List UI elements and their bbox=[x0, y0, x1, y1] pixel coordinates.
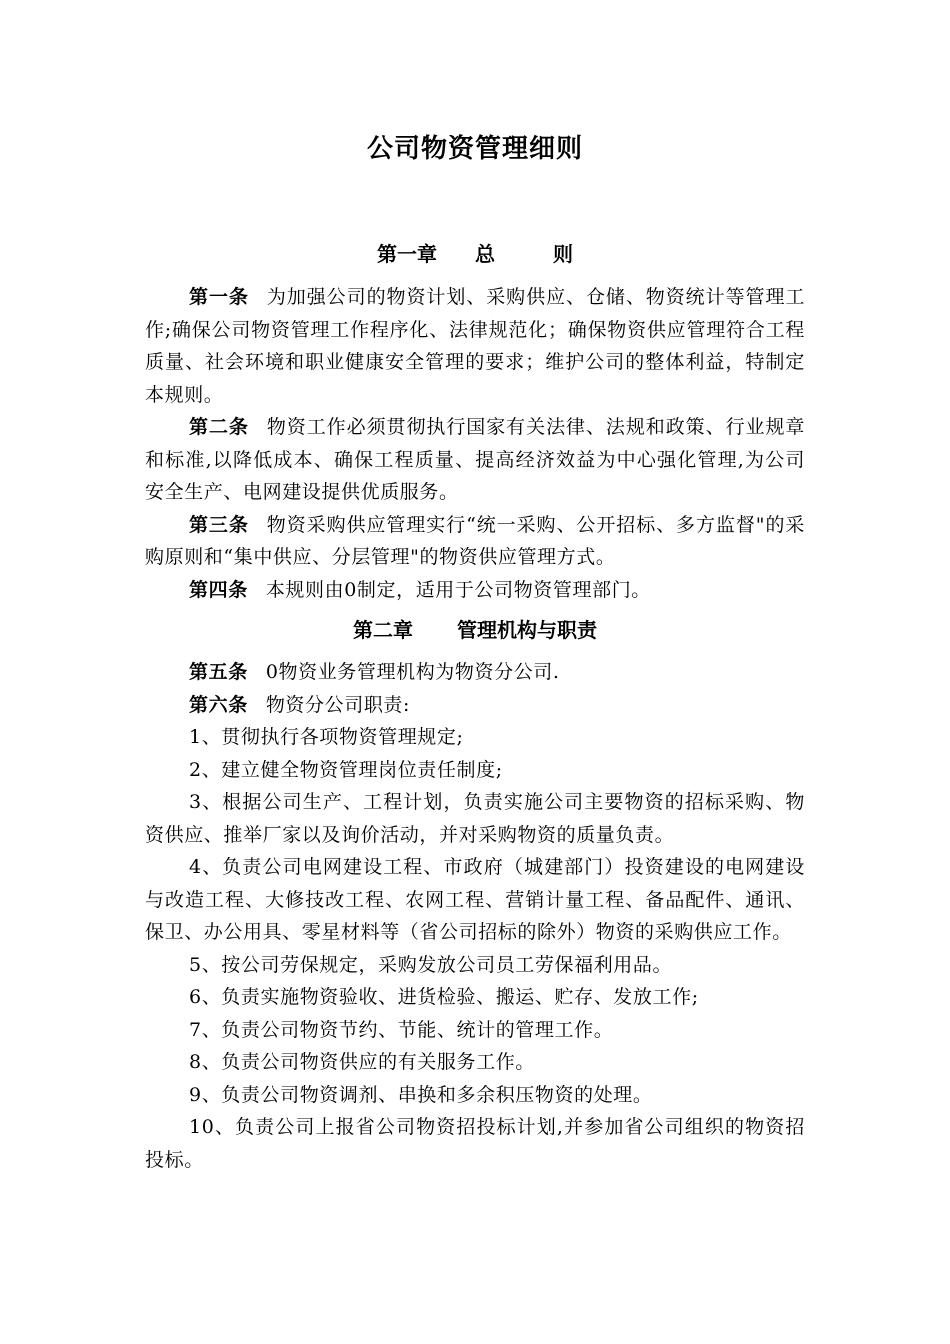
chapter-2-heading bbox=[0, 614, 950, 643]
duty-item: 7、负责公司物资节约、节能、统计的管理工作。 bbox=[189, 1018, 614, 1041]
article-4-text: 本规则由0制定，适用于公司物资管理部门。 bbox=[265, 578, 651, 601]
article-2-label: 第二条 bbox=[189, 416, 249, 438]
article-5-text: 0物资业务管理机构为物资分公司. bbox=[265, 661, 560, 683]
duty-item: 3、根据公司生产、工程计划，负责实施公司主要物资的招标采购、物资供应、推举厂家以及询价活动，并对采购物资的质量负责。 bbox=[145, 791, 805, 846]
article-3-label: 第三条 bbox=[189, 513, 249, 536]
duty-item: 5、按公司劳保规定，采购发放公司员工劳保福利用品。 bbox=[189, 953, 673, 976]
duty-item: 6、负责实施物资验收、进货检验、搬运、贮存、发放工作; bbox=[189, 986, 699, 1008]
chapter-1-number: 第一章 bbox=[377, 242, 437, 266]
chapter-2-name: 管理机构与职责 bbox=[457, 618, 597, 642]
article-1-label: 第一条 bbox=[189, 286, 249, 308]
chapter-1-name-part-1: 总 bbox=[475, 242, 495, 266]
article-4 bbox=[145, 574, 805, 607]
article-2 bbox=[145, 411, 805, 509]
article-5 bbox=[145, 656, 805, 689]
document-title: 公司物资管理细则 bbox=[366, 134, 583, 164]
duty-item: 1、贯彻执行各项物资管理规定; bbox=[189, 726, 464, 748]
article-6-label: 第六条 bbox=[189, 693, 248, 716]
article-2-text: 物资工作必须贯彻执行国家有关法律、法规和政策、行业规章和标准,以降低成本、确保工程质量、提高经济效益为中心强化管理,为公司安全生产、电网建设提供优质服务。 bbox=[145, 416, 805, 503]
article-4-label: 第四条 bbox=[189, 578, 248, 601]
article-5-label: 第五条 bbox=[189, 661, 248, 683]
article-6-text: 物资分公司职责: bbox=[265, 693, 411, 716]
chapter-2-body bbox=[145, 656, 805, 1176]
chapter-1-name-part-2: 则 bbox=[553, 242, 573, 266]
duty-item: 9、负责公司物资调剂、串换和多余积压物资的处理。 bbox=[189, 1083, 653, 1106]
article-1-text: 为加强公司的物资计划、采购供应、仓储、物资统计等管理工作;确保公司物资管理工作程序化、法律规范化；确保物资供应管理符合工程质量、社会环境和职业健康安全管理的要求；维护公司的整体利益，特制定本规则。 bbox=[145, 286, 805, 406]
duty-item: 8、负责公司物资供应的有关服务工作。 bbox=[189, 1051, 535, 1073]
article-6 bbox=[145, 689, 805, 722]
duty-item: 10、负责公司上报省公司物资招投标计划,并参加省公司组织的物资招投标。 bbox=[145, 1116, 805, 1171]
duty-item: 2、建立健全物资管理岗位责任制度; bbox=[189, 758, 503, 781]
duty-item: 4、负责公司电网建设工程、市政府（城建部门）投资建设的电网建设与改造工程、大修技改工程、农网工程、营销计量工程、备品配件、通讯、保卫、办公用具、零星材料等（省公司招标的除外）物资的采购供应工作。 bbox=[145, 856, 805, 943]
article-3-text: 物资采购供应管理实行“统一采购、公开招标、多方监督"的采购原则和“集中供应、分层管理"的物资供应管理方式。 bbox=[145, 513, 805, 568]
chapter-1-body bbox=[145, 281, 805, 606]
chapter-1-heading bbox=[0, 238, 950, 267]
article-1 bbox=[145, 281, 805, 411]
chapter-2-number: 第二章 bbox=[353, 618, 413, 642]
article-3 bbox=[145, 509, 805, 574]
